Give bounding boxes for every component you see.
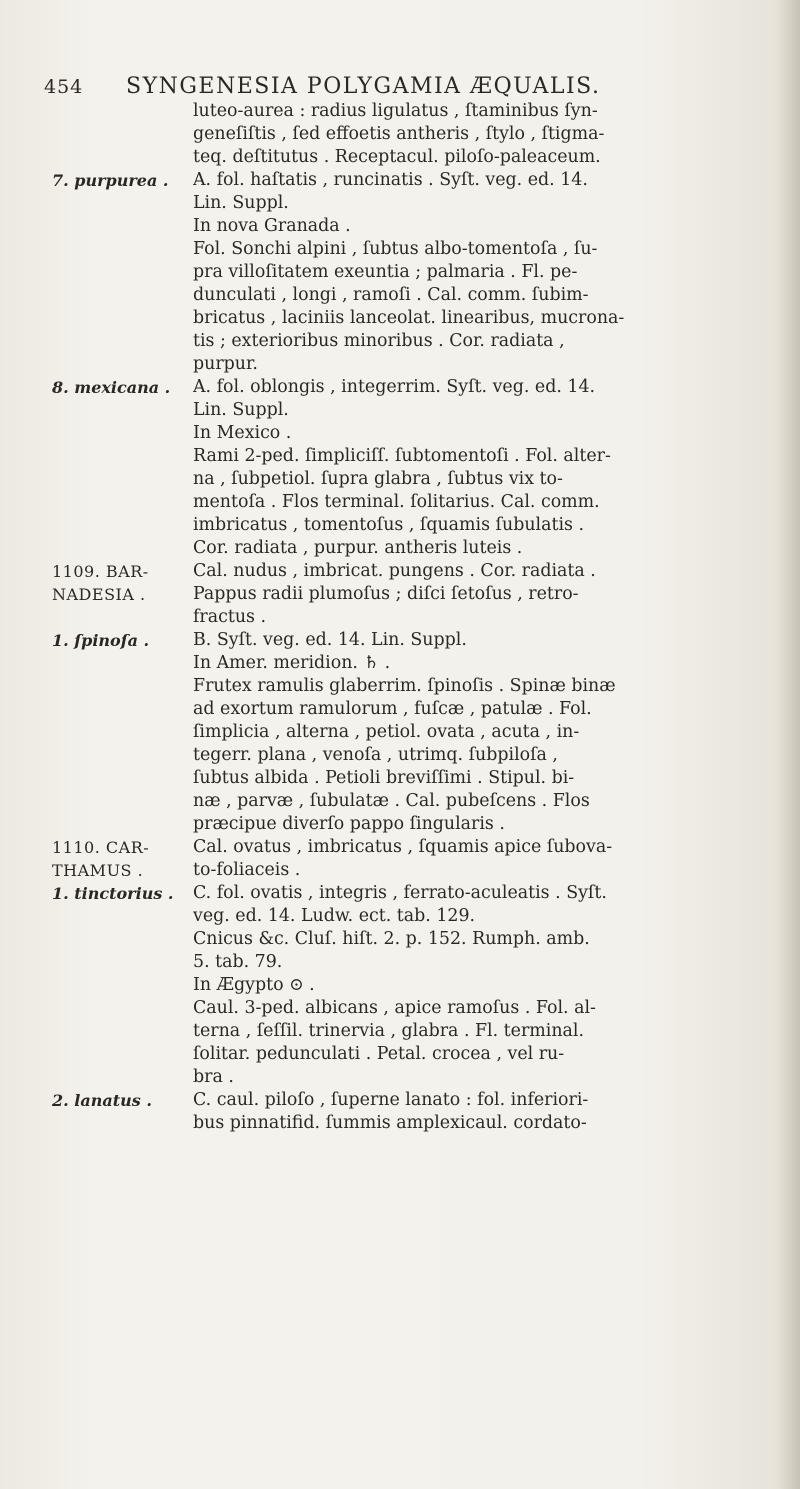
text-line	[0, 1112, 800, 1135]
text-line	[0, 215, 800, 238]
line-text: 5. tab. 79.	[193, 952, 283, 972]
species-label: 8. mexicana .	[52, 378, 171, 397]
text-line	[0, 1066, 800, 1089]
line-text: bricatus , laciniis lanceolat. linearibus, mucrona-	[193, 308, 625, 328]
text-line	[0, 376, 800, 399]
line-text: præcipue diverſo pappo ſingularis .	[193, 814, 505, 834]
line-text: terna , ſeſſil. trinervia , glabra . Fl. terminal.	[193, 1021, 584, 1041]
line-text: Fol. Sonchi alpini , ſubtus albo-tomentoſa , ſu-	[193, 239, 598, 259]
running-title: SYNGENESIA POLYGAMIA ÆQUALIS.	[126, 74, 601, 99]
line-text: geneſiſtis , ſed effoetis antheris , ſtylo , ſtigma-	[193, 124, 605, 144]
line-text: Cal. ovatus , imbricatus , ſquamis apice ſubova-	[193, 837, 613, 857]
line-text: to-foliaceis .	[193, 860, 301, 880]
text-line	[0, 675, 800, 698]
text-line	[0, 652, 800, 675]
text-line	[0, 560, 800, 583]
line-text: veg. ed. 14. Ludw. ect. tab. 129.	[193, 906, 476, 926]
line-text: mentoſa . Flos terminal. ſolitarius. Cal. comm.	[193, 492, 600, 512]
text-line	[0, 192, 800, 215]
text-line	[0, 836, 800, 859]
line-text: Cor. radiata , purpur. antheris luteis .	[193, 538, 523, 558]
line-text: Lin. Suppl.	[193, 193, 289, 213]
text-line	[0, 537, 800, 560]
line-text: næ , parvæ , ſubulatæ . Cal. pubeſcens . Flos	[193, 791, 590, 811]
text-line	[0, 882, 800, 905]
line-text: tis ; exterioribus minoribus . Cor. radiata ,	[193, 331, 565, 351]
species-label: THAMUS .	[52, 861, 144, 880]
line-text: ſolitar. pedunculati . Petal. crocea , vel ru-	[193, 1044, 565, 1064]
page-body	[0, 100, 800, 1135]
text-line	[0, 169, 800, 192]
line-text: Cal. nudus , imbricat. pungens . Cor. radiata .	[193, 561, 596, 581]
text-line	[0, 261, 800, 284]
line-text: B. Syſt. veg. ed. 14. Lin. Suppl.	[193, 630, 467, 650]
text-line	[0, 491, 800, 514]
text-line	[0, 146, 800, 169]
line-text: pra villoſitatem exeuntia ; palmaria . Fl. pe-	[193, 262, 578, 282]
text-line	[0, 721, 800, 744]
line-text: ad exortum ramulorum , fuſcæ , patulæ . Fol.	[193, 699, 592, 719]
line-text: ſimplicia , alterna , petiol. ovata , acuta , in-	[193, 722, 580, 742]
text-line	[0, 353, 800, 376]
line-text: purpur.	[193, 354, 258, 374]
text-line	[0, 422, 800, 445]
text-line	[0, 100, 800, 123]
line-text: In Ægypto ⊙ .	[193, 975, 315, 995]
text-line	[0, 1089, 800, 1112]
text-line	[0, 698, 800, 721]
line-text: A. fol. haſtatis , runcinatis . Syſt. veg. ed. 14.	[193, 170, 588, 190]
line-text: In nova Granada .	[193, 216, 351, 236]
text-line	[0, 284, 800, 307]
text-line	[0, 928, 800, 951]
line-text: tegerr. plana , venoſa , utrimq. ſubpiloſa ,	[193, 745, 558, 765]
species-label: 1110. CAR-	[52, 838, 150, 857]
line-text: fractus .	[193, 607, 267, 627]
line-text: luteo-aurea : radius ligulatus , ſtaminibus ſyn-	[193, 101, 598, 121]
line-text: Lin. Suppl.	[193, 400, 289, 420]
line-text: na , ſubpetiol. ſupra glabra , ſubtus vix to-	[193, 469, 563, 489]
text-line	[0, 238, 800, 261]
page-number: 454	[44, 76, 84, 98]
text-line	[0, 813, 800, 836]
species-label: 1. tinctorius .	[52, 884, 174, 903]
text-line	[0, 583, 800, 606]
line-text: Frutex ramulis glaberrim. ſpinoſis . Spinæ binæ	[193, 676, 616, 696]
species-label: 2. lanatus .	[52, 1091, 152, 1110]
species-label: NADESIA .	[52, 585, 146, 604]
text-line	[0, 905, 800, 928]
line-text: bra .	[193, 1067, 234, 1087]
line-text: ſubtus albida . Petioli breviſſimi . Stipul. bi-	[193, 768, 575, 788]
line-text: teq. deſtitutus . Receptacul. piloſo-paleaceum.	[193, 147, 601, 167]
text-line	[0, 767, 800, 790]
text-line	[0, 1020, 800, 1043]
text-line	[0, 629, 800, 652]
text-line	[0, 307, 800, 330]
line-text: Pappus radii plumoſus ; diſci ſetoſus , retro-	[193, 584, 579, 604]
line-text: Cnicus &c. Cluſ. hiſt. 2. p. 152. Rumph. amb.	[193, 929, 590, 949]
line-text: A. fol. oblongis , integerrim. Syſt. veg. ed. 14.	[193, 377, 596, 397]
text-line	[0, 468, 800, 491]
text-line	[0, 606, 800, 629]
line-text: Caul. 3-ped. albicans , apice ramoſus . Fol. al-	[193, 998, 596, 1018]
line-text: C. fol. ovatis , integris , ferrato-aculeatis . Syſt.	[193, 883, 607, 903]
species-label: 7. purpurea .	[52, 171, 169, 190]
text-line	[0, 951, 800, 974]
line-text: In Mexico .	[193, 423, 292, 443]
text-line	[0, 859, 800, 882]
line-text: C. caul. piloſo , ſuperne lanato : fol. inferiori-	[193, 1090, 589, 1110]
text-line	[0, 974, 800, 997]
line-text: imbricatus , tomentoſus , ſquamis ſubulatis .	[193, 515, 584, 535]
text-line	[0, 123, 800, 146]
text-line	[0, 514, 800, 537]
line-text: In Amer. meridion. ♄ .	[193, 653, 391, 673]
text-line	[0, 399, 800, 422]
text-line	[0, 997, 800, 1020]
line-text: bus pinnatifid. ſummis amplexicaul. cordato-	[193, 1113, 587, 1133]
text-line	[0, 744, 800, 767]
text-line	[0, 445, 800, 468]
text-line	[0, 330, 800, 353]
species-label: 1109. BAR-	[52, 562, 149, 581]
text-line	[0, 1043, 800, 1066]
line-text: dunculati , longi , ramoſi . Cal. comm. ſubim-	[193, 285, 589, 305]
line-text: Rami 2-ped. ſimpliciſſ. ſubtomentoſi . Fol. alter-	[193, 446, 611, 466]
species-label: 1. ſpinoſa .	[52, 631, 150, 650]
text-line	[0, 790, 800, 813]
